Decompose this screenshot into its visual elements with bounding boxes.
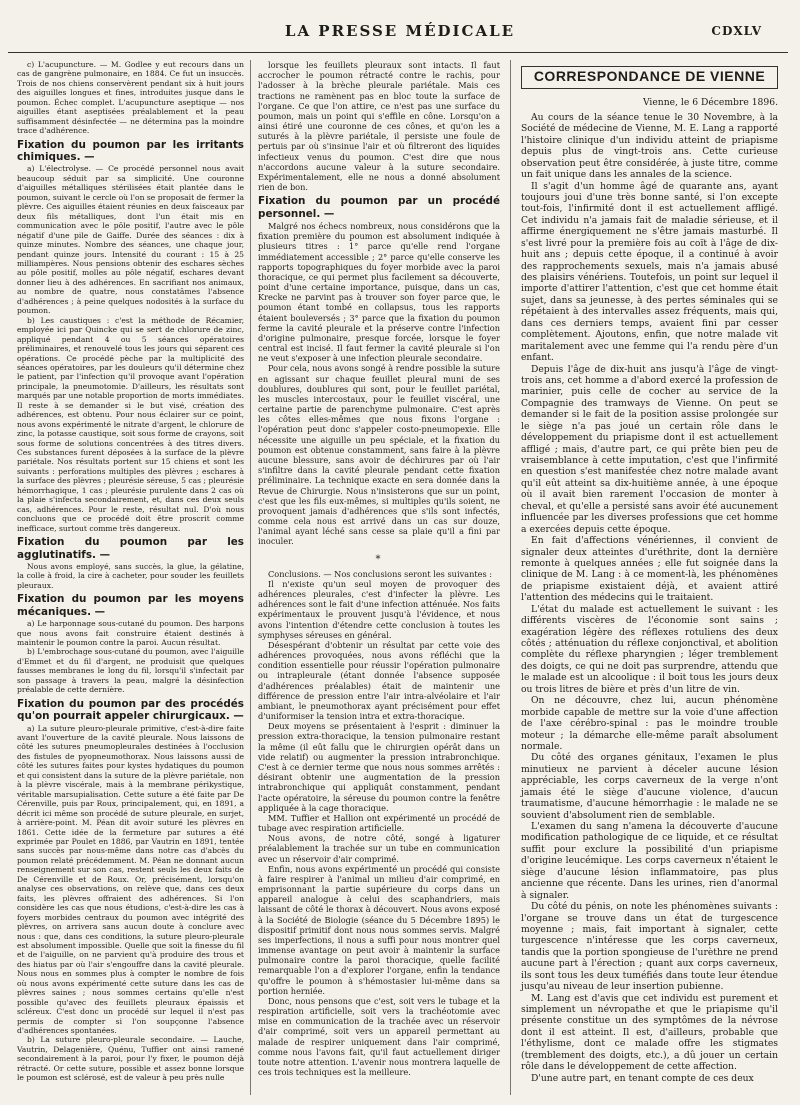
paragraph: b) La suture pleuro-pleurale secondaire. — Lauche, Vautrin, Delagenière, Quénu, Tuffier ont ainsi ramené secondairement à la paroi, pour l'y fixer, le poumon déjà rétracté. Or cette suture, possible et assez bonne lorsque le poumon est sclérosé, est de valeur à peu près nulle (17, 1035, 244, 1083)
paragraph: M. Lang est d'avis que cet individu est purement et simplement un névropathe et que le priapisme qu'il présente constitue un des symptômes de la névrose dont il est atteint. Il est, d'ailleurs, probable que l'éthylisme, dont ce malade offre les stigmates (tremblement des doigts, etc.), a dû jouer un certain rôle dans le développement de cette affection. (521, 992, 778, 1073)
paragraph: D'une autre part, en tenant compte de ces deux (531, 1072, 754, 1084)
column-right (521, 60, 778, 1084)
section-heading: Fixation du poumon par les agglutinatifs. — (17, 536, 244, 561)
page-number: CDXLV (711, 24, 762, 38)
paragraph: Malgré nos échecs nombreux, nous considérons que la fixation première du poumon est absolument indiquée à plusieurs titres : 1° parce qu'elle rend l'organe immédiatement accessible ; 2° parce qu'elle conserve les rapports topographiques du foyer morbide avec la paroi thoracique, ce qui permet plus facilement sa découverte, point d'une certaine importance, puisque, dans un cas, Krecke ne parvint pas à trouver son foyer parce que, le poumon étant tombé en collapsus, tous les rapports étaient bouleversés ; 3° parce que la fixation du poumon ferme la cavité pleurale et la préserve contre l'infection d'origine pulmonaire, presque forcée, lorsque le foyer central est incisé. Il faut fermer la cavité pleurale si l'on ne veut s'exposer à une infection pleurale secondaire. (258, 221, 500, 364)
paragraph: L'état du malade est actuellement le suivant : les différents viscères de l'économie sont sains ; exagération légère des réflexes rotuliens des deux côtés ; atténuation du réflexe conjonctival, et abolition complète du réflexe pharyngien ; léger tremblement des doigts, ce qui ne doit pas surprendre, attendu que le malade est un alcoolique : il boit tous les jours deux ou trois litres de bière et près d'un litre de vin. (521, 603, 778, 695)
column-divider (510, 60, 511, 1095)
paragraph: MM. Tuffier et Hallion ont expérimenté un procédé de tubage avec respiration artificielle. (258, 812, 500, 834)
paragraph: Il n'existe qu'un seul moyen de provoquer des adhérences pleurales, c'est d'infecter la plèvre. Les adhérences sont le fait d'une infection atténuée. Nos faits expérimentaux le prouvent jusqu'à l'évidence, et nous avons l'intention d'étendre cette conclusion à toutes les symphyses séreuses en général. (258, 578, 500, 640)
section-title: CORRESPONDANCE DE VIENNE (533, 68, 766, 84)
paragraph: b) L'embrochage sous-cutané du poumon, avec l'aiguille d'Emmet et du fil d'argent, ne produisit que quelques fausses membranes le long du fil, lorsqu'il s'infectait par son passage à travers la peau, malgré la désinfection préalable de cette dernière. (17, 647, 244, 695)
paragraph: Conclusions. — Nos conclusions seront les suivantes : (268, 568, 493, 579)
column-left (17, 60, 244, 1083)
paragraph: b) Les caustiques : c'est la méthode de Récamier, employée ici par Quincke qui se sert de chlorure de zinc, appliqué pendant 4 ou 5 séances opératoires préliminaires, et renouvelé tous les jours qui séparent ces opérations. Ce procédé pèche par la multiplicité des séances opératoires, par les douleurs qu'il détermine chez le patient, par l'infection qu'il provoque avant l'opération principale, la pneumotomie. D'ailleurs, les résultats sont marqués par une notable proportion de morts immédiates. Il reste à se demander si le but visé, création des adhérences, est obtenu. Pour nous éclairer sur ce point, nous avons expérimenté le nitrate d'argent, le chlorure de zinc, la potasse caustique, soit sous forme de crayons, soit sous forme de solutions concentrées à des titres divers. Ces substances furent déposées à la surface de la plèvre pariétale. Nos résultats portent sur 15 chiens et sont les suivants : perforations multiples des plèvres ; eschares à la surface des plèvres ; pleurésie séreuse, 5 cas ; pleurésie hémorrhagique, 1 cas ; pleurésie purulente dans 2 cas où la plaie s'infecta secondairement, et, dans ces deux seuls cas, adhérences. Pour le reste, résultat nul. D'où nous concluons que ce procédé doit être proscrit comme inefficace, surtout comme très dangereux. (17, 315, 245, 533)
paragraph: Pour cela, nous avons songé à rendre possible la suture en agissant sur chaque feuillet pleural muni de ses doublures, doublures qui sont, pour le feuillet pariétal, les muscles intercostaux, pour le feuillet viscéral, une certaine partie de parenchyme pulmonaire. C'est après les côtes elles-mêmes que nous fixons l'organe : l'opération peut donc s'appeler costo-pneumopexie. Elle nécessite une aiguille un peu spéciale, et la fixation du poumon est obtenue constamment, sans faire à la plèvre aucune blessure, sans avoir de déchirures par où l'air s'infiltre dans la cavité pleurale pendant cette fixation préliminaire. La technique exacte en sera donnée dans la Revue de Chirurgie. Nous n'insisterons que sur un point, c'est que les fils eux-mêmes, si multiples qu'ils soient, ne provoquent jamais d'adhérences que s'ils sont infectés, comme cela nous est arrivé dans un cas sur douze, l'animal ayant léché sans cesse sa plaie qu'il a fini par inoculer. (258, 363, 500, 547)
paragraph: Depuis l'âge de dix-huit ans jusqu'à l'âge de vingt-trois ans, cet homme a d'abord exercé la profession de marinier, puis celle de cocher au service de la Compagnie des tramways de Vienne. On peut se demander si le fait de la position assise prolongée sur le siège n'a pas joué un certain rôle dans le développement du priapisme dont il est actuellement affligé ; mais, d'autre part, ce qui prête bien peu de vraisemblance à cette imputation, c'est que l'infirmité en question s'est manifestée chez notre malade avant qu'il eût atteint sa dix-huitième année, à une époque où il avait bien rarement l'occasion de monter à cheval, et qu'elle a persisté sans avoir été aucunement influencée par les diverses professions que cet homme a exercées depuis cette époque. (521, 363, 778, 535)
section-separator: * (375, 553, 383, 565)
paragraph: En fait d'affections vénériennes, il convient de signaler deux atteintes d'uréthrite, dont la dernière remonte à quelques années ; elle fut soignée dans la clinique de M. Lang : à ce moment-là, les phénomènes de priapisme existaient déjà, et avaient attiré l'attention des médecins qui le traitaient. (521, 535, 778, 604)
column-middle (258, 60, 500, 1077)
paragraph: lorsque les feuillets pleuraux sont intacts. Il faut accrocher le poumon rétracté contre le rachis, pour l'adosser à la brèche pleurale pariétale. Mais ces tractions ne ramènent pas en bloc toute la surface de l'organe. Ce que l'on attire, ce n'est pas une surface du poumon, mais un point qui s'effile en cône. Lorsqu'on a ainsi étiré une couronne de ces cônes, et qu'on les a suturés à la plèvre pariétale, il persiste une foule de pertuis par où s'insinue l'air et où filtreront des liquides infectieux venus du poumon. C'est dire que nous n'accordons aucune valeur à la suture secondaire. Expérimentalement, elle ne nous a donné absolument rien de bon. (258, 60, 500, 193)
paragraph: a) La suture pleuro-pleurale primitive, c'est-à-dire faite avant l'ouverture de la cavité pleurale. Nous laissons de côté les sutures pneumopleurales destinées à l'occlusion des fistules de pyopneumothorax. Nous laissons aussi de côté les sutures faites pour kystes hydatiques du poumon et qui consistent dans la suture de la plèvre pariétale, non à la plèvre viscérale, mais à la membrane périkystique, véritable marsupialisation. Cette suture a été faite par De Cérenville, puis par Roux, principalement, qui, en 1891, a décrit ici même son procédé de suture pleurale, en surjet, à arrière-point. M. Péan dit avoir suturé les plèvres en 1861. Cette idée de la fermeture par sutures a été exprimée par Poulet en 1886, par Vautrin en 1891, tentée sans succès par nous-même dans notre cas d'abcès du poumon relaté précédemment. M. Péan ne donnant aucun renseignement sur son cas, restent seuls les deux faits de De Cérenville et de Roux. Or, précisément, lorsqu'on analyse ces observations, on relève que, dans ces deux faits, les plèvres offraient des adhérences. Si l'on considère les cas que nous étudions, c'est-à-dire les cas à foyers morbides centraux du poumon avec intégrité des plèvres, on arrivera sans aucun doute à conclure avec nous : que, dans ces conditions, la suture pleuro-pleurale est absolument impossible. Quelle que soit la finesse du fil et de l'aiguille, on ne parvient qu'à produire des trous et des hiatus par où l'air s'engouffre dans la cavité pleurale. Nous nous en sommes plus à compter le nombre de fois où nous avons expérimenté cette suture dans les cas de plèvres saines ; nous sommes certains qu'elle n'est possible qu'avec des feuillets pleuraux épaissis et scléreux. C'est donc un procédé sur lequel il n'est pas permis de compter si l'on soupçonne l'absence d'adhérences spontanées. (17, 723, 244, 1036)
section-heading: Fixation du poumon par des procédés qu'on pourrait appeler chirurgicaux. — (17, 697, 244, 723)
running-title: LA PRESSE MÉDICALE (284, 22, 516, 40)
paragraph: Enfin, nous avons expérimenté un procédé qui consiste à faire respirer à l'animal un milieu d'air comprimé, en emprisonnant la partie supérieure du corps dans un appareil analogue à celui des scaphandriers, mais laissant de côté le thorax à découvert. Nous avons exposé à la Société de Biologie (séance du 5 Décembre 1895) le dispositif primitif dont nous nous sommes servis. Malgré ses imperfections, il nous a suffi pour nous montrer quel immense avantage on peut avoir à maintenir la surface pulmonaire contre la paroi thoracique, quelle facilité remarquable l'on a d'explorer l'organe, enfin la tendance qu'offre le poumon à s'hémostasier lui-même dans sa portion herniée. (258, 863, 500, 996)
section-heading: Fixation du poumon par un procédé personnel. — (258, 195, 500, 220)
paragraph: a) L'électrolyse. — Ce procédé personnel nous avait beaucoup séduit par sa simplicité. Une couronne d'aiguilles métalliques stérilisées était plantée dans le poumon, suivant le cercle où l'on se proposait de fermer la plèvre. Ces aiguilles étaient réunies en deux faisceaux par deux fils métalliques, dont l'un était mis en communication avec le pôle positif, l'autre avec le pôle négatif d'une pile de Gaiffe. Durée des séances : dix à quinze minutes. Nombre des séances, une chaque jour, pendant quinze jours. Intensité du courant : 15 à 25 milliampères. Nous pensions obtenir des eschares sèches au pôle positif, molles au pôle négatif, eschares devant donner lieu à des adhérences. En sacrifiant nos animaux, au nombre de quatre, nous constatâmes l'absence d'adhérences ; à peine quelques nodosités à la surface du poumon. (17, 164, 244, 316)
paragraph: Donc, nous pensons que c'est, soit vers le tubage et la respiration artificielle, soit vers la trachéotomie avec mise en communication de la trachée avec un réservoir d'air comprimé, soit vers un appareil permettant au malade de respirer uniquement dans l'air comprimé, comme nous l'avons fait, qu'il faut actuellement diriger toute notre attention. L'avenir nous montrera laquelle de ces trois techniques est la meilleure. (258, 995, 500, 1078)
paragraph: L'examen du sang n'amena la découverte d'aucune modification pathologique de ce liquide, et ce résultat suffit pour exclure la possibilité d'un priapisme d'origine leucémique. Les corps caverneux n'étaient le siège d'aucune lésion inflammatoire, pas plus ancienne que récente. Dans les urines, rien d'anormal à signaler. (521, 821, 778, 901)
section-title-box (521, 66, 778, 89)
dateline: Vienne, le 6 Décembre 1896. (642, 97, 778, 109)
paragraph: Nous avons, de notre côté, songé à ligaturer préalablement la trachée sur un tube en communication avec un réservoir d'air comprimé. (258, 833, 500, 864)
paragraph: Du côté du pénis, on note les phénomènes suivants : l'organe se trouve dans un état de turgescence moyenne ; mais, fait important à signaler, cette turgescence n'intéresse que les corps caverneux, tandis que la portion spongieuse de l'urèthre ne prend aucune part à l'érection ; quant aux corps caverneux, ils sont tous les deux tuméfiés dans toute leur étendue jusqu'au niveau de leur insertion pubienne. (521, 901, 778, 993)
paragraph: Deux moyens se présentaient à l'esprit : diminuer la pression extra-thoracique, la tension pulmonaire restant la même (il eût fallu que le chirurgien opérât dans un vide relatif) ou augmenter la pression intrabronchique. C'est à ce dernier terme que nous nous sommes arrêtés : désirant obtenir une augmentation de la pression intrabronchique qui appliquât constamment, pendant l'acte opératoire, la séreuse du poumon contre la fenêtre appliquée à la cage thoracique. (258, 721, 500, 813)
page-header (0, 22, 800, 46)
paragraph: On ne découvre, chez lui, aucun phénomène morbide capable de mettre sur la voie d'une affection de l'axe cérébro-spinal : pas le moindre trouble moteur ; la démarche elle-même paraît absolument normale. (521, 695, 778, 752)
paragraph: a) Le harponnage sous-cutané du poumon. Des harpons que nous avons fait construire étaient destinés à maintenir le poumon contre la paroi. Aucun résultat. (17, 619, 244, 647)
header-rule (8, 52, 788, 53)
paragraph: Nous avons employé, sans succès, la glue, la gélatine, la colle à froid, la cire à cacheter, pour souder les feuillets pleuraux. (17, 561, 244, 590)
paragraph: Désespérant d'obtenir un résultat par cette voie des adhérences provoquées, nous avons réfléchi que la condition essentielle pour réussir l'opération pulmonaire ou intrapleurale (étant donnée l'absence supposée d'adhérences préalables) était de maintenir une différence de pression entre l'air intra-alvéolaire et l'air ambiant, le pneumothorax ayant précisément pour effet d'uniformiser la tension intra et extra-thoracique. (258, 639, 500, 722)
section-heading: Fixation du poumon par les irritants chimiques. — (17, 138, 244, 164)
paragraph: Au cours de la séance tenue le 30 Novembre, à la Société de médecine de Vienne, M. E. Lang a rapporté l'histoire clinique d'un individu atteint de priapisme depuis plus de vingt-trois ans. Cette curieuse observation peut être considérée, à juste titre, comme un fait unique dans les annales de la science. (521, 111, 778, 181)
section-heading: Fixation du poumon par les moyens mécaniques. — (17, 593, 244, 618)
paragraph: Du côté des organes génitaux, l'examen le plus minutieux ne parvient à déceler aucune lésion appréciable, les corps caverneux de la verge n'ont jamais été le siège d'aucune violence, d'aucun traumatisme, d'aucune hémorrhagie : le malade ne se souvient d'absolument rien de semblable. (521, 752, 778, 821)
paragraph: c) L'acupuncture. — M. Godlee y eut recours dans un cas de gangrène pulmonaire, en 1884. Ce fut un insuccès. Trois de nos chiens conservèrent pendant six à huit jours des aiguilles longues et fines, introduites jusque dans le poumon. Échec complet. L'acupuncture aseptique — nos aiguilles étant aseptisées préalablement et la peau suffisamment désinfectée — ne détermina pas la moindre trace d'adhérence. (17, 60, 244, 136)
column-divider (250, 60, 251, 1095)
paragraph: Il s'agit d'un homme âgé de quarante ans, ayant toujours joui d'une très bonne santé, si l'on excepte tout-fois, l'infirmité dont il est actuellement affligé. Cet individu n'a jamais fait de maladie sérieuse, et il affirme énergiquement ne s'être jamais masturbé. Il s'est livré pour la première fois au coït à l'âge de dix-huit ans ; depuis cette époque, il a continué à avoir des rapprochements sexuels, mais n'a jamais abusé des plaisirs vénériens. Toutefois, un point sur lequel il importe d'attirer l'attention, c'est que cet homme était sujet, dans sa jeunesse, à des pertes séminales qui se répétaient à des intervalles assez fréquents, mais qui, dans ces derniers temps, avaient fini par cesser complètement. Ajoutons, enfin, que notre malade vit maritalement avec une femme qui l'a rendu père d'un enfant. (521, 180, 778, 364)
